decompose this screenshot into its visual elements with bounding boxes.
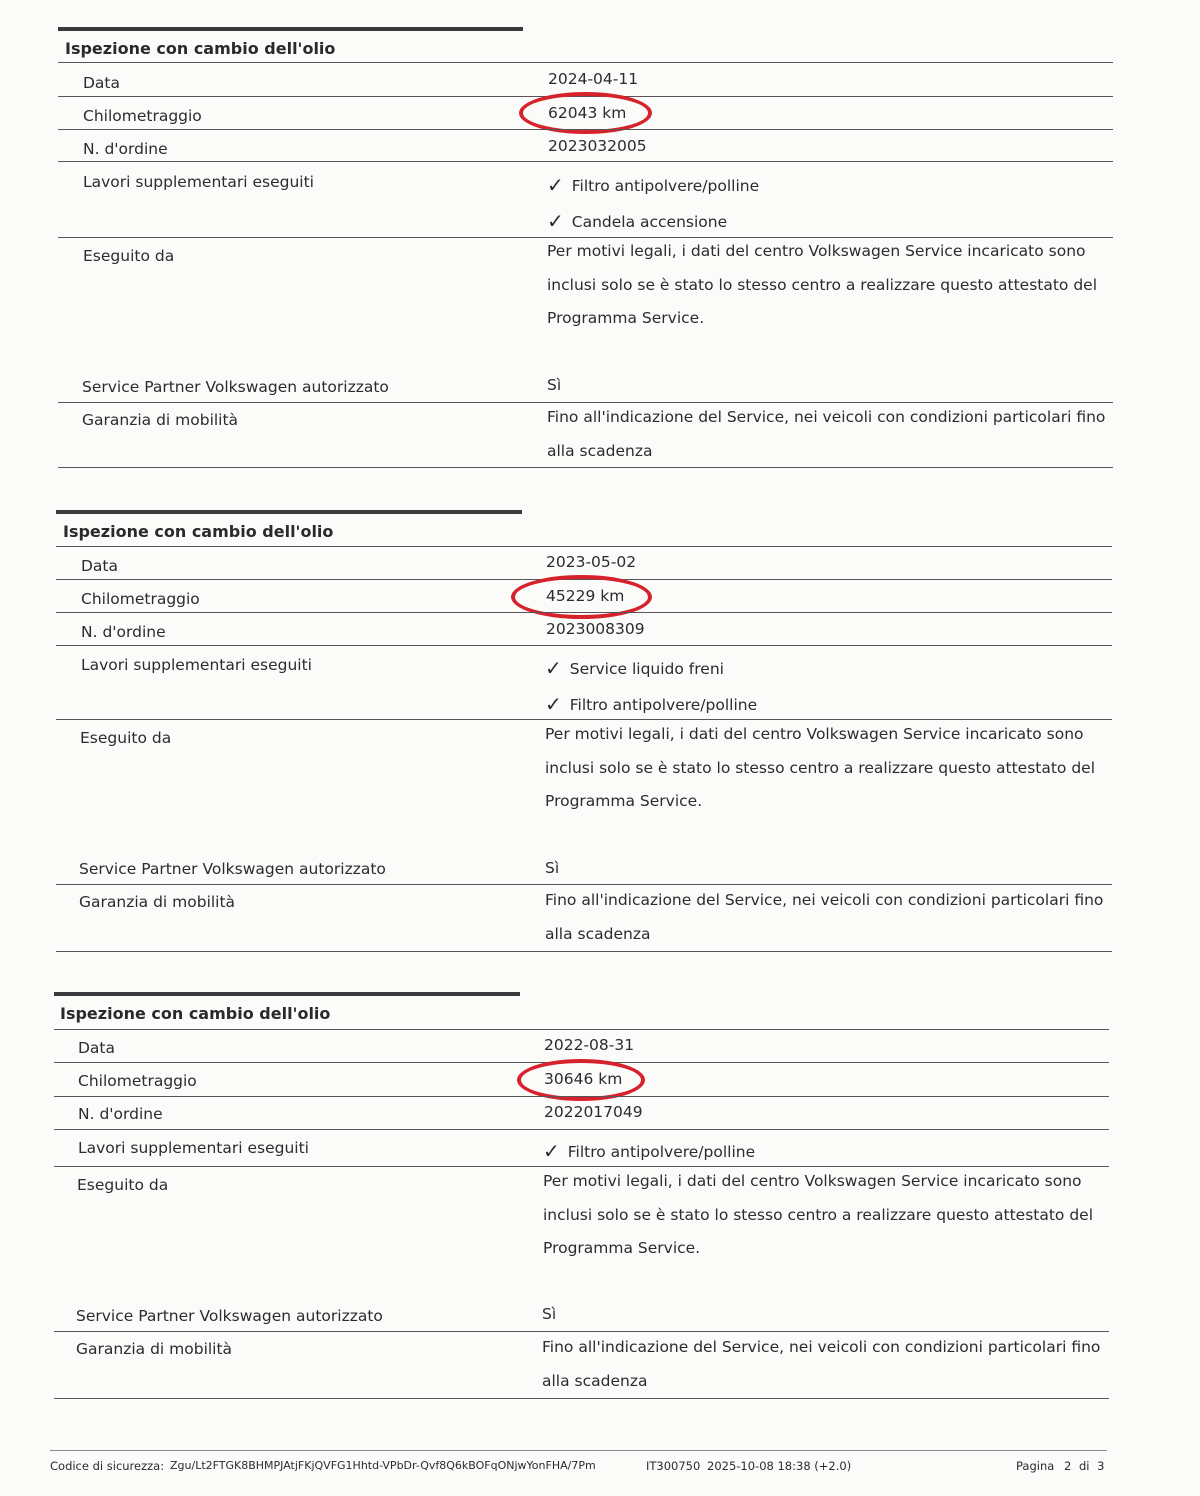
performed-by-label: Eseguito da bbox=[83, 247, 175, 265]
divider bbox=[58, 129, 1113, 130]
mileage-label: Chilometraggio bbox=[81, 590, 200, 608]
partner-label: Service Partner Volkswagen autorizzato bbox=[82, 378, 389, 396]
divider bbox=[54, 1398, 1109, 1399]
page-indicator bbox=[1016, 1459, 1104, 1473]
checkmark-icon: ✓ bbox=[543, 1139, 560, 1163]
security-code-label: Codice di sicurezza: bbox=[50, 1459, 165, 1473]
dealer-code: IT300750 bbox=[646, 1459, 701, 1473]
performed-by-label: Eseguito da bbox=[77, 1176, 169, 1194]
mobility-label: Garanzia di mobilità bbox=[79, 893, 236, 911]
checkmark-icon: ✓ bbox=[545, 692, 562, 716]
performed-by-label: Eseguito da bbox=[80, 729, 172, 747]
extra-work-item: ✓ Filtro antipolvere/polline bbox=[547, 173, 760, 197]
partner-value: Sì bbox=[542, 1305, 557, 1323]
security-code: Zgu/Lt2FTGK8BHMPJAtjFKjQVFG1Hhtd-VPbDr-Qvf8Q6kBOFqONjwYonFHA/7Pm bbox=[170, 1459, 596, 1472]
performed-by-value: Per motivi legali, i dati del centro Volkswagen Service incaricato sono inclusi solo se è stato lo stesso centro a realizzare questo attestato del Programma Service. bbox=[545, 725, 1096, 810]
footer-rule bbox=[50, 1450, 1107, 1451]
date-value: 2024-04-11 bbox=[548, 70, 639, 88]
divider bbox=[56, 951, 1112, 952]
extra-work-label: Lavori supplementari eseguiti bbox=[78, 1139, 309, 1157]
section-title: Ispezione con cambio dell'olio bbox=[63, 522, 334, 541]
mileage-value: 30646 km bbox=[544, 1070, 623, 1088]
date-label: Data bbox=[81, 557, 119, 575]
divider bbox=[58, 467, 1113, 468]
checkmark-icon: ✓ bbox=[545, 656, 562, 680]
order-number-value: 2022017049 bbox=[544, 1103, 643, 1121]
extra-work-item: ✓ Candela accensione bbox=[547, 209, 728, 233]
page-current: 2 bbox=[1063, 1459, 1072, 1473]
extra-work-item: ✓ Service liquido freni bbox=[545, 656, 724, 680]
extra-work-label: Lavori supplementari eseguiti bbox=[81, 656, 312, 674]
mobility-value: Fino all'indicazione del Service, nei veicoli con condizioni particolari fino alla scadenza bbox=[545, 891, 1104, 943]
section-top-bar bbox=[54, 992, 520, 996]
print-timestamp: 2025-10-08 18:38 (+2.0) bbox=[707, 1459, 852, 1473]
order-number-value: 2023032005 bbox=[548, 137, 647, 155]
date-label: Data bbox=[83, 74, 121, 92]
divider bbox=[58, 62, 1113, 63]
page-separator: di bbox=[1078, 1459, 1090, 1473]
page-label: Pagina bbox=[1016, 1459, 1055, 1473]
divider bbox=[54, 1029, 1109, 1030]
divider bbox=[56, 645, 1112, 646]
divider bbox=[54, 1129, 1109, 1130]
order-number-label: N. d'ordine bbox=[81, 623, 166, 641]
extra-work-item: ✓ Filtro antipolvere/polline bbox=[545, 692, 758, 716]
partner-value: Sì bbox=[545, 859, 560, 877]
extra-work-item: ✓ Filtro antipolvere/polline bbox=[543, 1139, 756, 1163]
divider bbox=[54, 1096, 1109, 1097]
mileage-value: 62043 km bbox=[548, 104, 627, 122]
mileage-value: 45229 km bbox=[546, 587, 625, 605]
section-top-bar bbox=[58, 27, 523, 31]
performed-by-value: Per motivi legali, i dati del centro Volkswagen Service incaricato sono inclusi solo se è stato lo stesso centro a realizzare questo attestato del Programma Service. bbox=[547, 242, 1098, 327]
mileage-label: Chilometraggio bbox=[78, 1072, 197, 1090]
mobility-label: Garanzia di mobilità bbox=[82, 411, 239, 429]
section-title: Ispezione con cambio dell'olio bbox=[60, 1004, 331, 1023]
mobility-label: Garanzia di mobilità bbox=[76, 1340, 233, 1358]
partner-value: Sì bbox=[547, 376, 562, 394]
order-number-value: 2023008309 bbox=[546, 620, 645, 638]
section-title: Ispezione con cambio dell'olio bbox=[65, 39, 336, 58]
checkmark-icon: ✓ bbox=[547, 173, 564, 197]
divider bbox=[58, 161, 1113, 162]
performed-by-value: Per motivi legali, i dati del centro Volkswagen Service incaricato sono inclusi solo se è stato lo stesso centro a realizzare questo attestato del Programma Service. bbox=[543, 1172, 1094, 1257]
checkmark-icon: ✓ bbox=[547, 209, 564, 233]
mobility-value: Fino all'indicazione del Service, nei veicoli con condizioni particolari fino alla scadenza bbox=[547, 408, 1106, 460]
page-total: 3 bbox=[1097, 1459, 1105, 1473]
date-value: 2023-05-02 bbox=[546, 553, 637, 571]
mileage-highlight-circle bbox=[519, 92, 652, 134]
mileage-label: Chilometraggio bbox=[83, 107, 202, 125]
partner-label: Service Partner Volkswagen autorizzato bbox=[79, 860, 386, 878]
mileage-highlight-circle bbox=[517, 1059, 645, 1101]
order-number-label: N. d'ordine bbox=[83, 140, 168, 158]
date-value: 2022-08-31 bbox=[544, 1036, 635, 1054]
extra-work-label: Lavori supplementari eseguiti bbox=[83, 173, 314, 191]
date-label: Data bbox=[78, 1039, 116, 1057]
mobility-value: Fino all'indicazione del Service, nei veicoli con condizioni particolari fino alla scadenza bbox=[542, 1338, 1101, 1390]
divider bbox=[56, 546, 1112, 547]
partner-label: Service Partner Volkswagen autorizzato bbox=[76, 1307, 383, 1325]
section-top-bar bbox=[56, 510, 522, 514]
divider bbox=[56, 612, 1112, 613]
order-number-label: N. d'ordine bbox=[78, 1105, 163, 1123]
